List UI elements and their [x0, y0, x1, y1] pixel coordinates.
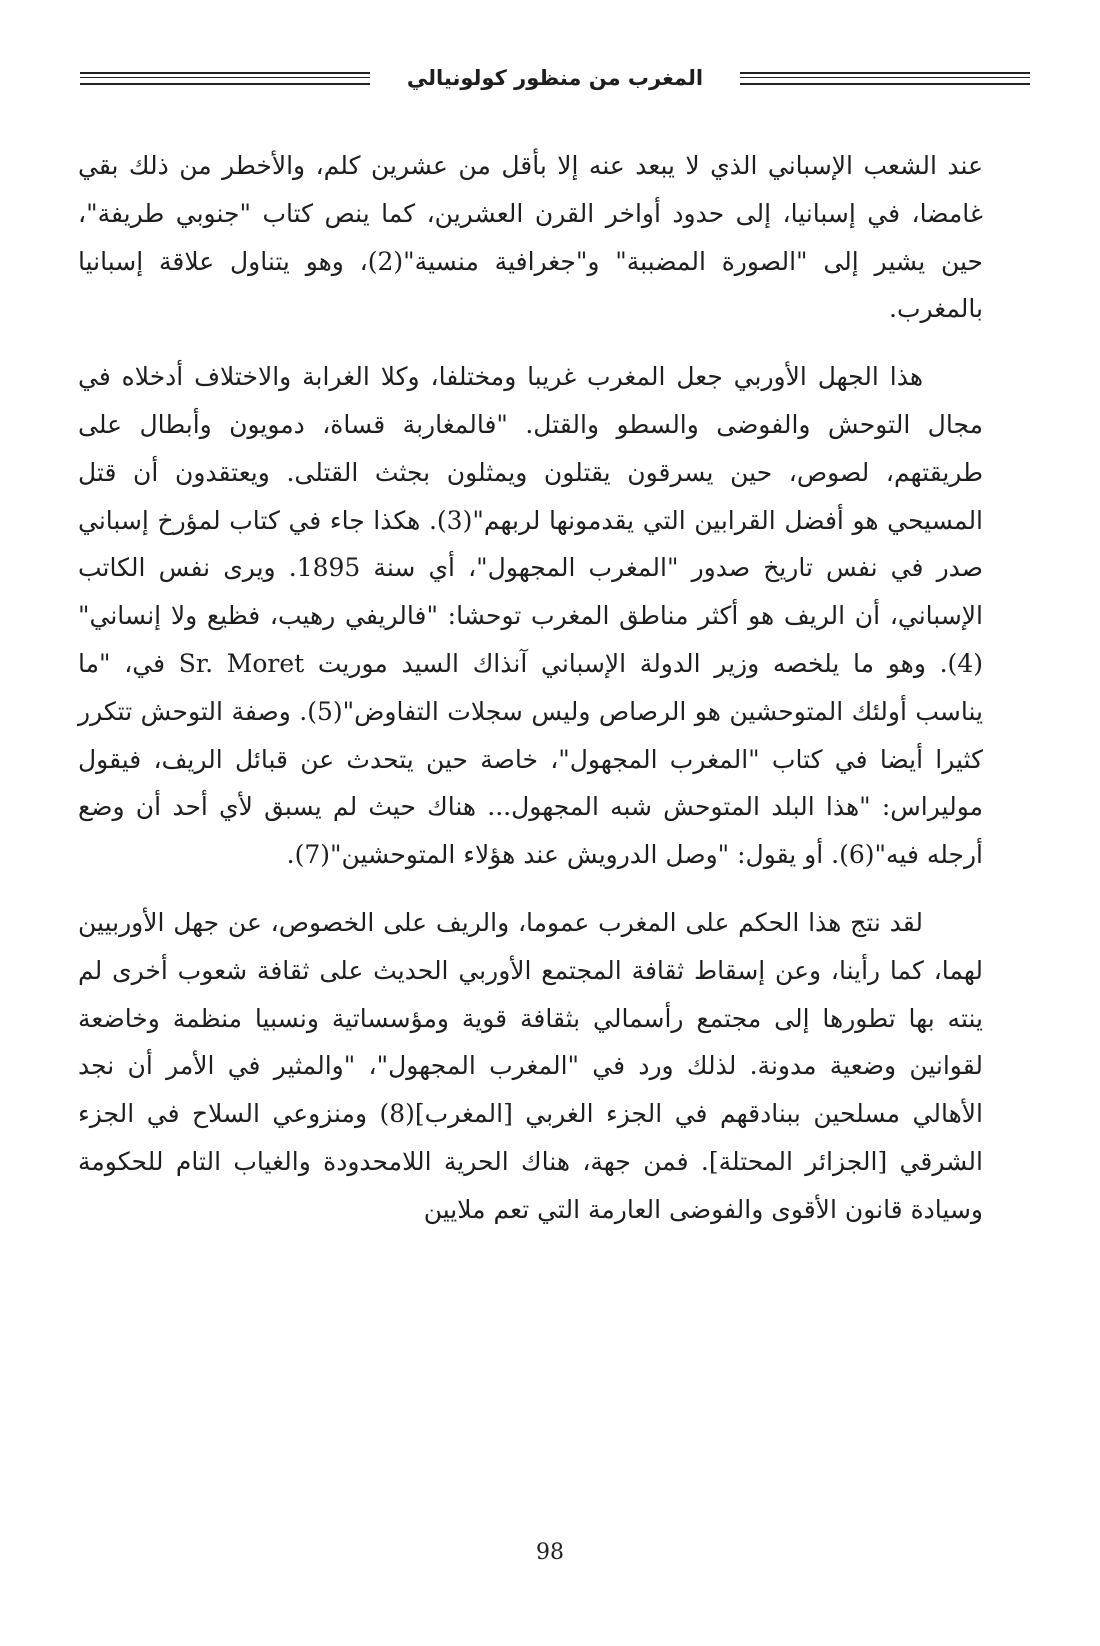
header-rule-left — [80, 72, 370, 85]
paragraph-2: هذا الجهل الأوربي جعل المغرب غريبا ومختلفا، وكلا الغرابة والاختلاف أدخلاه في مجال التوحش والفوضى والسطو والقتل. "فالمغاربة قساة، دمويون وأبطال على طريقتهم، لصوص، حين يسرقون يقتلون ويمثلون بجثث القتلى. ويعتقدون أن قتل المسيحي هو أفضل القرابين التي يقدمونها لربهم"(3). هكذا جاء في كتاب لمؤرخ إسباني صدر في نفس تاريخ صدور "المغرب المجهول"، أي سنة 1895. ويرى نفس الكاتب الإسباني، أن الريف هو أكثر مناطق المغرب توحشا: "فالريفي رهيب، فظيع ولا إنساني"(4). وهو ما يلخصه وزير الدولة الإسباني آنذاك السيد موريت Sr. Moret في، "ما يناسب أولئك المتوحشين هو الرصاص وليس سجلات التفاوض"(5). وصفة التوحش تتكرر كثيرا أيضا في كتاب "المغرب المجهول"، خاصة حين يتحدث عن قبائل الريف، فيقول موليراس: "هذا البلد المتوحش شبه المجهول... هناك حيث لم يسبق لأي أحد أن وضع أرجله فيه"(6). أو يقول: "وصل الدرويش عند هؤلاء المتوحشين"(7). — [78, 362, 984, 870]
paragraph-1: عند الشعب الإسباني الذي لا يبعد عنه إلا بأقل من عشرين كلم، والأخطر من ذلك بقي غامضا، في إسبانيا، إلى حدود أواخر القرن العشرين، كما ينص كتاب "جنوبي طريفة"، حين يشير إلى "الصورة المضببة" و"جغرافية منسية"(2)، وهو يتناول علاقة إسبانيا بالمغرب. — [78, 151, 983, 324]
page-number: 98 — [536, 1540, 564, 1565]
paragraph-3: لقد نتج هذا الحكم على المغرب عموما، والريف على الخصوص، عن جهل الأوربيين لهما، كما رأينا، وعن إسقاط ثقافة المجتمع الأوربي الحديث على ثقافة شعوب أخرى لم ينته بها تطورها إلى مجتمع رأسمالي بثقافة قوية ومؤسساتية ونسبيا منظمة وخاضعة لقوانين وضعية مدونة. لذلك ورد في "المغرب المجهول"، "والمثير في الأمر أن نجد الأهالي مسلحين ببنادقهم في الجزء الغربي [المغرب](8) ومنزوعي السلاح في الجزء الشرقي [الجزائر المحتلة]. فمن جهة، هناك الحرية اللامحدودة والغياب التام للحكومة وسيادة قانون الأقوى والفوضى العارمة التي تعم ملايين — [78, 907, 983, 1224]
body-text — [78, 142, 983, 1234]
running-header — [80, 58, 1030, 98]
header-rule-right — [740, 72, 1030, 85]
running-title: المغرب من منظور كولونيالي — [406, 66, 704, 90]
